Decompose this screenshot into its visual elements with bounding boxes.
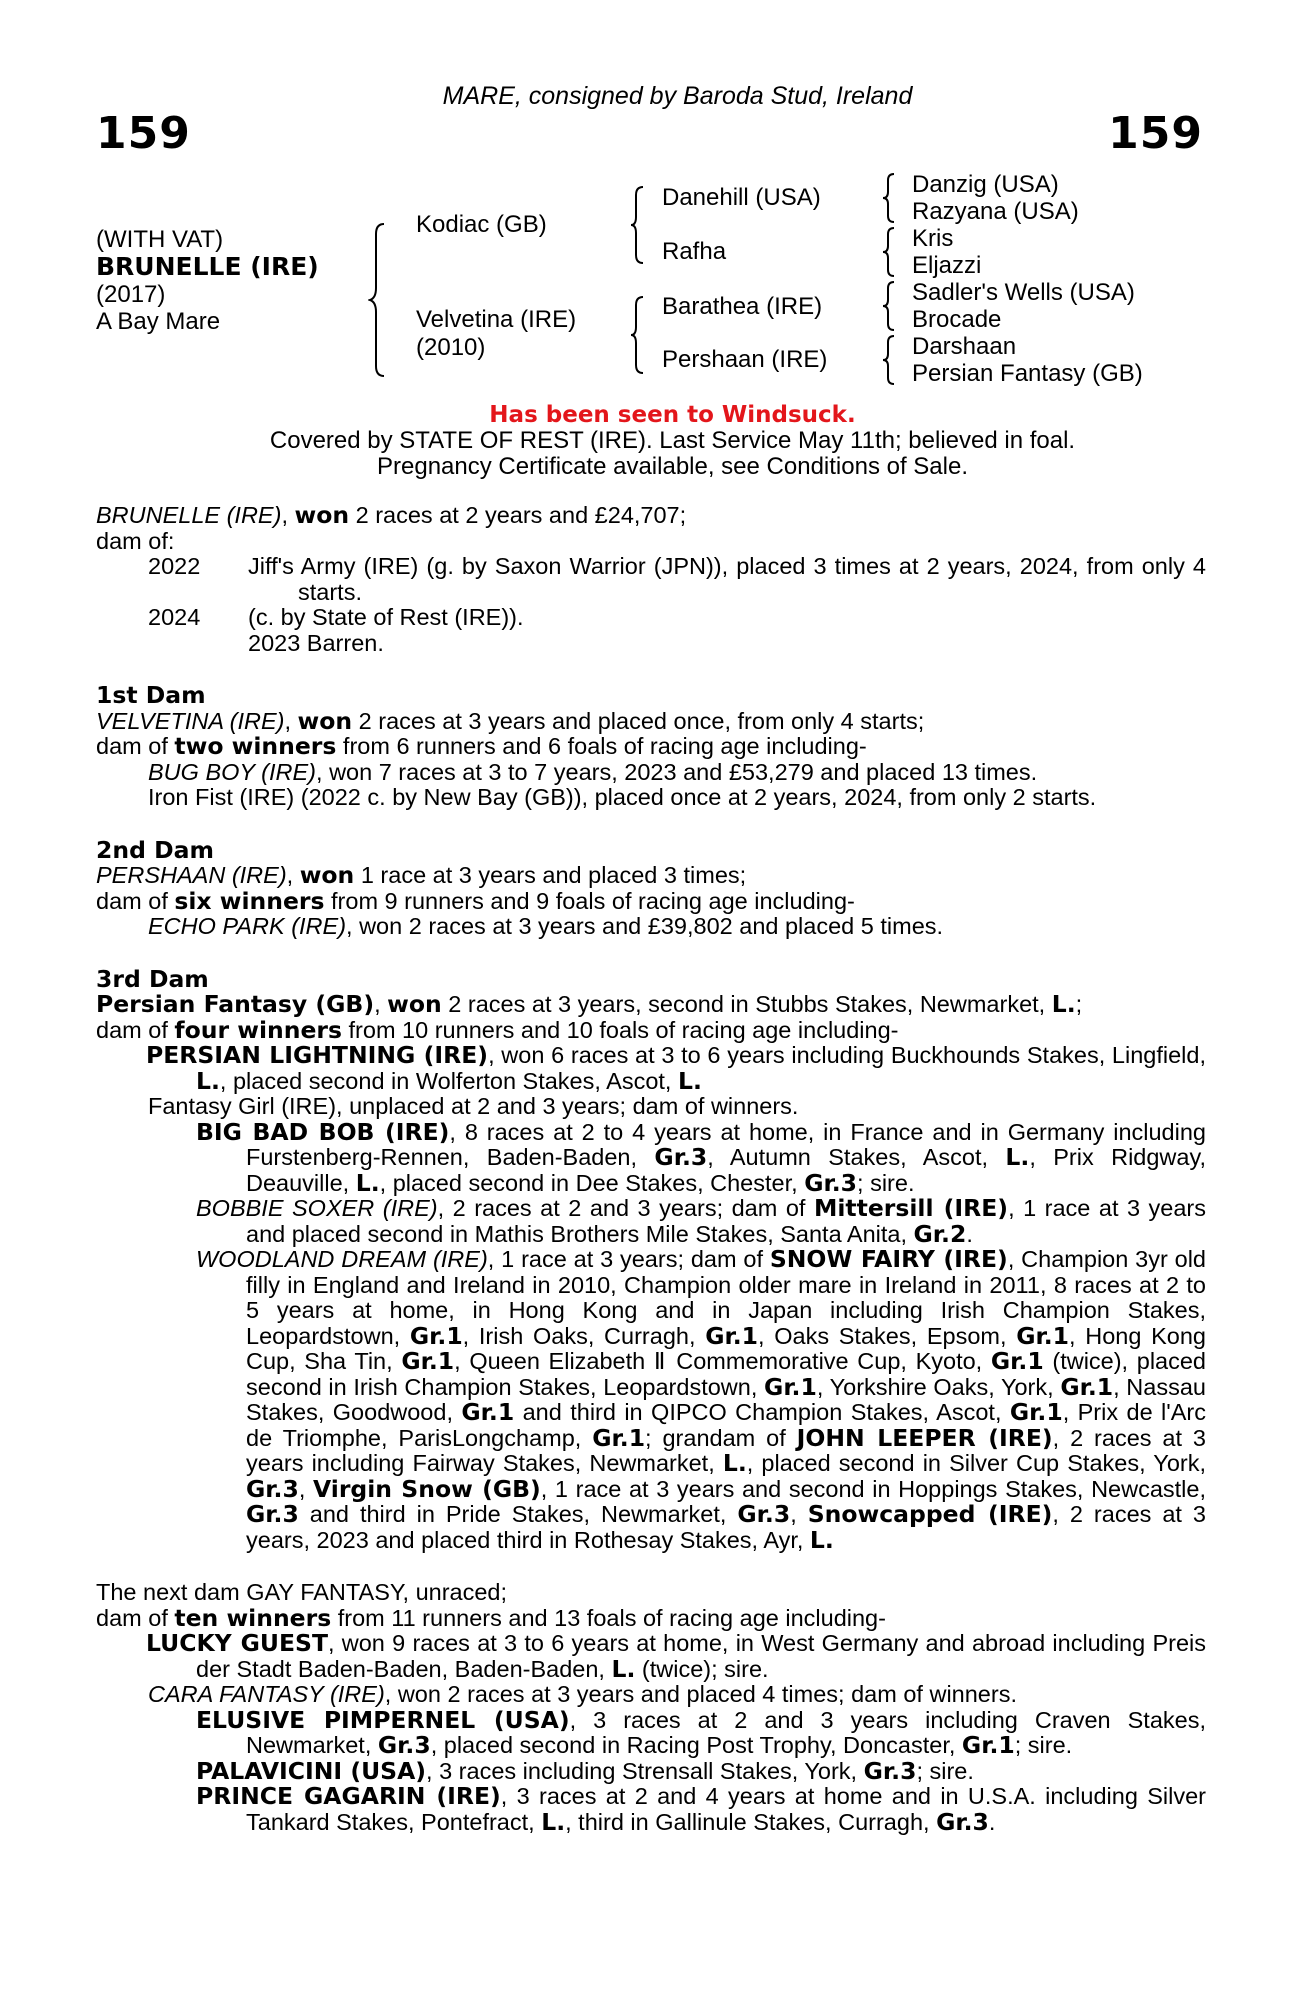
dam-sire: Barathea (IRE)	[662, 293, 823, 320]
ggs-1: Danzig (USA)	[912, 171, 1059, 198]
first-dam-record: VELVETINA (IRE), won 2 races at 3 years and placed once, from only 4 starts;	[96, 706, 925, 735]
brace-g2	[882, 226, 896, 278]
woodland-dream: WOODLAND DREAM (IRE), 1 race at 3 years; dam of SNOW FAIRY (IRE), Champion 3yr old filly in England and Ireland in 2010, Champion older mare in Ireland in 2011, 8 races at 2 to 5 years at home, in Hong Kong and in Japan including Irish Champion Stakes, Leopardstown, Gr.1, Irish Oaks, Curragh, Gr.1, Oaks Stakes, Epsom, Gr.1, Hong Kong Cup, Sha Tin, Gr.1, Queen Elizabeth Ⅱ Commemorative Cup, Kyoto, Gr.1 (twice), placed second in Irish Champion Stakes, Leopardstown, Gr.1, Yorkshire Oaks, York, Gr.1, Nassau Stakes, Goodwood, Gr.1 and third in QIPCO Champion Stakes, Ascot, Gr.1, Prix de l'Arc de Triomphe, ParisLongchamp, Gr.1; grandam of JOHN LEEPER (IRE), 2 races at 3 years including Fairway Stakes, Newmarket, L., placed second in Silver Cup Stakes, York, Gr.3, Virgin Snow (GB), 1 race at 3 years and second in Hoppings Stakes, Newcastle, Gr.3 and third in Pride Stakes, Newmarket, Gr.3, Snowcapped (IRE), 2 races at 3 years, 2023 and placed third in Rothesay Stakes, Ayr, L.	[196, 1245, 1207, 1554]
produce-record	[96, 503, 1206, 1835]
lucky-guest: LUCKY GUEST, won 9 races at 3 to 6 years at home, in West Germany and abroad including Preis der Stadt Baden-Baden, Baden-Baden, L. (twice); sire.	[146, 1629, 1206, 1683]
big-bad-bob: BIG BAD BOB (IRE), 8 races at 2 to 4 years at home, in France and in Germany including Furstenberg-Rennen, Baden-Baden, Gr.3, Autumn Stakes, Ascot, L., Prix Ridgway, Deauville, L., placed second in Dee Stakes, Chester, Gr.3; sire.	[196, 1117, 1206, 1197]
ggs-6: Brocade	[912, 306, 1002, 333]
pregnancy-line: Pregnancy Certificate available, see Conditions of Sale.	[377, 453, 968, 480]
mare-record: BRUNELLE (IRE), won 2 races at 2 years and £24,707;	[96, 501, 687, 529]
first-dam-produce: dam of two winners from 6 runners and 6 foals of racing age including-	[96, 732, 867, 760]
fantasy-girl: Fantasy Girl (IRE), unplaced at 2 and 3 years; dam of winners.	[148, 1093, 799, 1119]
ggs-2: Razyana (USA)	[912, 198, 1079, 225]
third-dam-produce: dam of four winners from 10 runners and 10 foals of racing age including-	[96, 1015, 899, 1044]
bug-boy: BUG BOY (IRE), won 7 races at 3 to 7 years, 2023 and £53,279 and placed 13 times.	[148, 758, 1038, 785]
horse-name: BRUNELLE (IRE)	[96, 252, 319, 281]
lot-number-left: 159	[96, 108, 191, 159]
palavicini: PALAVICINI (USA), 3 races including Strensall Stakes, York, Gr.3; sire.	[196, 1756, 974, 1785]
produce-2023: 2023 Barren.	[248, 629, 384, 656]
ggs-3: Kris	[912, 225, 954, 252]
iron-fist: Iron Fist (IRE) (2022 c. by New Bay (GB)), placed once at 2 years, 2024, from only 2 starts.	[148, 784, 1097, 810]
dam: Velvetina (IRE)	[416, 306, 577, 333]
ggs-4: Eljazzi	[912, 252, 982, 279]
dam-of-label: dam of:	[96, 527, 175, 554]
second-dam-record: PERSHAAN (IRE), won 1 race at 3 years and placed 3 times;	[96, 861, 747, 889]
brace-sire	[630, 185, 646, 265]
brace-main	[368, 222, 388, 378]
ggs-8: Persian Fantasy (GB)	[912, 360, 1143, 387]
horse-description: A Bay Mare	[96, 308, 221, 335]
sire-sire: Danehill (USA)	[662, 184, 821, 211]
produce-2024: 2024 (c. by State of Rest (IRE)).	[148, 604, 524, 630]
first-dam-heading: 1st Dam	[96, 681, 206, 709]
lot-number-right: 159	[1108, 108, 1203, 159]
produce-2022: 2022 Jiff's Army (IRE) (g. by Saxon Warrior (JPN)), placed 3 times at 2 years, 2024, from only 4 starts.	[148, 553, 1206, 605]
ggs-7: Darshaan	[912, 333, 1017, 360]
bobbie-soxer: BOBBIE SOXER (IRE), 2 races at 2 and 3 years; dam of Mittersill (IRE), 1 race at 3 years and placed second in Mathis Brothers Mile Stakes, Santa Anita, Gr.2.	[196, 1194, 1207, 1248]
horse-year: (2017)	[96, 281, 166, 308]
brace-g3	[882, 280, 896, 332]
prince-gagarin: PRINCE GAGARIN (IRE), 3 races at 2 and 4 years at home and in U.S.A. including Silver Tankard Stakes, Pontefract, L., third in Gallinule Stakes, Curragh, Gr.3.	[196, 1782, 1206, 1836]
next-dam-record: The next dam GAY FANTASY, unraced;	[96, 1579, 508, 1605]
cara-fantasy: CARA FANTASY (IRE), won 2 races at 3 years and placed 4 times; dam of winners.	[148, 1681, 1017, 1707]
echo-park: ECHO PARK (IRE), won 2 races at 3 years and £39,802 and placed 5 times.	[148, 913, 944, 939]
windsuck-notice: Has been seen to Windsuck.	[489, 402, 856, 428]
sire-dam: Rafha	[662, 238, 727, 265]
second-dam-produce: dam of six winners from 9 runners and 9 foals of racing age including-	[96, 886, 855, 915]
ggs-5: Sadler's Wells (USA)	[912, 279, 1135, 306]
persian-lightning: PERSIAN LIGHTNING (IRE), won 6 races at 3 to 6 years including Buckhounds Stakes, Lingfield, L., placed second in Wolferton Stakes, Ascot, L.	[146, 1041, 1207, 1095]
brace-g1	[882, 172, 896, 224]
consignment-line: MARE, consigned by Baroda Stud, Ireland	[442, 82, 913, 110]
third-dam-heading: 3rd Dam	[96, 964, 209, 993]
brace-dam	[630, 295, 646, 375]
vat-label: (WITH VAT)	[96, 226, 224, 253]
elusive-pimpernel: ELUSIVE PIMPERNEL (USA), 3 races at 2 and 3 years including Craven Stakes, Newmarket, Gr.3, placed second in Racing Post Trophy, Doncaster, Gr.1; sire.	[196, 1705, 1206, 1759]
dam-dam: Pershaan (IRE)	[662, 346, 828, 373]
brace-g4	[882, 334, 896, 386]
next-dam-produce: dam of ten winners from 11 runners and 13 foals of racing age including-	[96, 1603, 886, 1632]
dam-year: (2010)	[416, 334, 486, 361]
third-dam-record: Persian Fantasy (GB), won 2 races at 3 years, second in Stubbs Stakes, Newmarket, L.;	[96, 990, 1083, 1018]
sire: Kodiac (GB)	[416, 211, 547, 238]
second-dam-heading: 2nd Dam	[96, 835, 214, 864]
covered-line: Covered by STATE OF REST (IRE). Last Service May 11th; believed in foal.	[269, 427, 1076, 454]
